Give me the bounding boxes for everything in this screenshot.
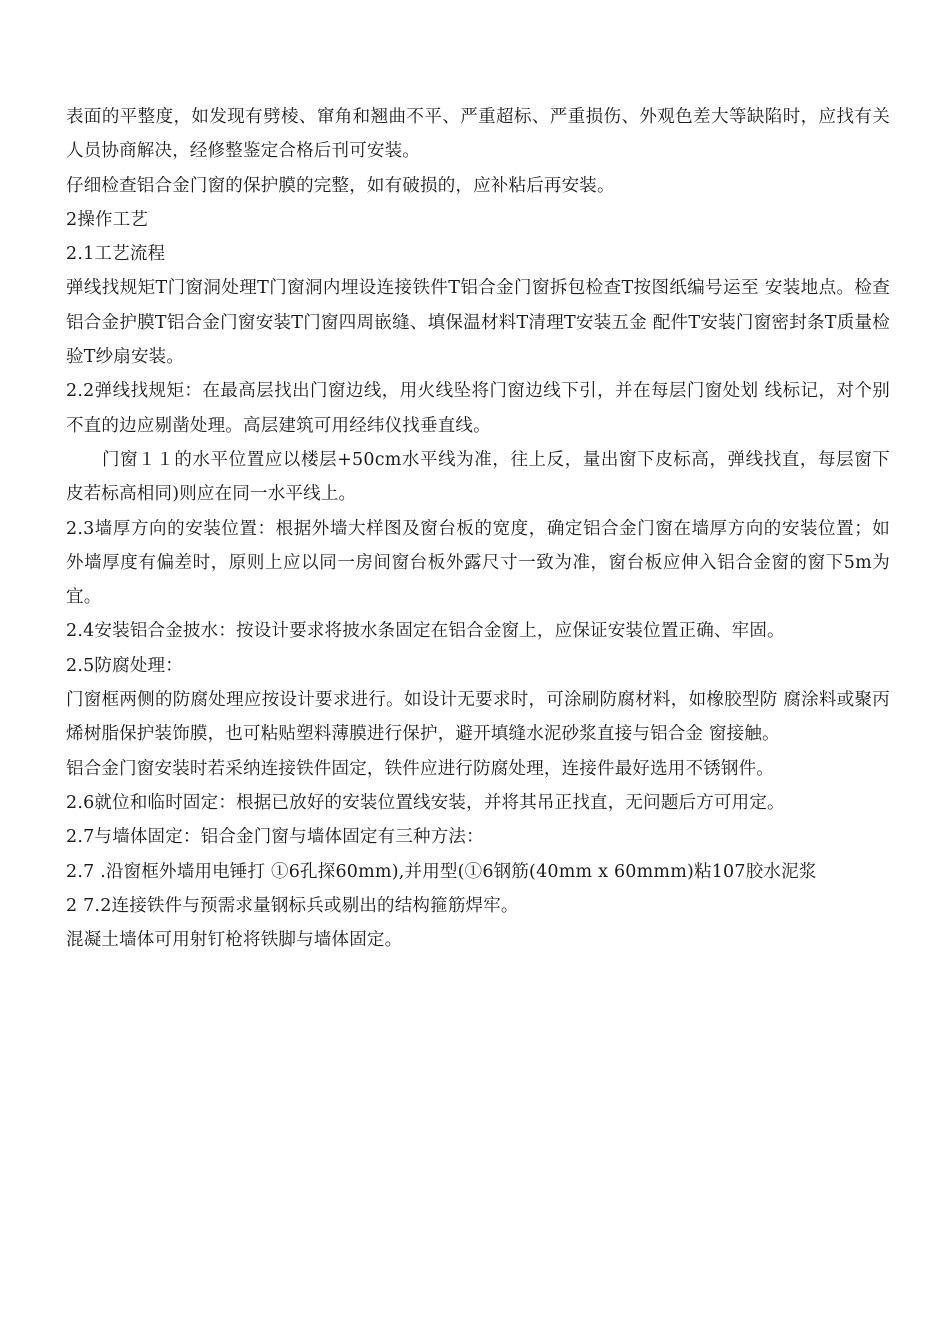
paragraph-2-7-2: 2 7.2连接铁件与预需求量钢标兵或剔出的结构箍筋焊牢。 bbox=[66, 895, 519, 916]
paragraph-connector: 铝合金门窗安装时若采纳连接铁件固定，铁件应进行防腐处理，连接件最好选用不锈钢件。 bbox=[66, 758, 774, 779]
paragraph-window-level: 门窗１１的水平位置应以楼层+50cm水平线为准，往上反，量出窗下皮标高，弹线找直，每层窗下皮若标高相同)则应在同一水平线上。 bbox=[66, 449, 890, 505]
document-page bbox=[66, 100, 890, 957]
subsection-heading-2-5: 2.5防腐处理： bbox=[66, 655, 183, 676]
paragraph-anticorrosion: 门窗框两侧的防腐处理应按设计要求进行。如设计无要求时，可涂刷防腐材料，如橡胶型防 腐涂料或聚丙烯树脂保护装饰膜，也可粘贴塑料薄膜进行保护，避开填缝水泥砂浆直接与铝合金 窗接触。 bbox=[66, 690, 890, 745]
paragraph-1: 表面的平整度，如发现有劈棱、窜角和翘曲不平、严重超标、严重损伤、外观色差大等缺陷时，应找有关人员协商解决，经修整鉴定合格后刊可安装。 bbox=[66, 107, 890, 162]
paragraph-2-7: 2.7与墙体固定：铝合金门窗与墙体固定有三种方法： bbox=[66, 827, 484, 848]
paragraph-2-4: 2.4安装铝合金披水：按设计要求将披水条固定在铝合金窗上，应保证安装位置正确、牢固。 bbox=[66, 621, 785, 642]
paragraph-2-6: 2.6就位和临时固定：根据已放好的安装位置线安装，并将其吊正找直，无问题后方可用定。 bbox=[66, 792, 785, 813]
subsection-heading-2-1: 2.1工艺流程 bbox=[66, 244, 166, 265]
paragraph-concrete-wall: 混凝土墙体可用射钉枪将铁脚与墙体固定。 bbox=[66, 930, 403, 951]
section-heading-2: 2操作工艺 bbox=[66, 209, 149, 230]
paragraph-2-3: 2.3墙厚方向的安装位置：根据外墙大样图及窗台板的宽度，确定铝合金门窗在墙厚方向的安装位置；如外墙厚度有偏差时，原则上应以同一房间窗台板外露尺寸一致为准，窗台板应伸入铝合金窗的窗下5m为宜。 bbox=[66, 518, 890, 608]
paragraph-process-flow: 弹线找规矩T门窗洞处理T门窗洞内埋设连接铁件T铝合金门窗拆包检查T按图纸编号运至 安装地点。检查铝合金护膜T铝合金门窗安装T门窗四周嵌缝、填保温材料T清理T安装五金 配件T安装门窗密封条T质量检验T纱扇安装。 bbox=[66, 278, 890, 368]
paragraph-2-7-1: 2.7 .沿窗框外墙用电锤打 ①6孔探60mm),并用型(①6钢筋(40mm x 60mmm)粘107胶水泥浆 bbox=[66, 861, 817, 882]
paragraph-2: 仔细检查铝合金门窗的保护膜的完整，如有破损的，应补粘后再安装。 bbox=[66, 175, 615, 196]
paragraph-2-2: 2.2弹线找规矩：在最高层找出门窗边线，用火线坠将门窗边线下引，并在每层门窗处划 线标记，对个别不直的边应剔凿处理。高层建筑可用经纬仪找垂直线。 bbox=[66, 381, 890, 436]
